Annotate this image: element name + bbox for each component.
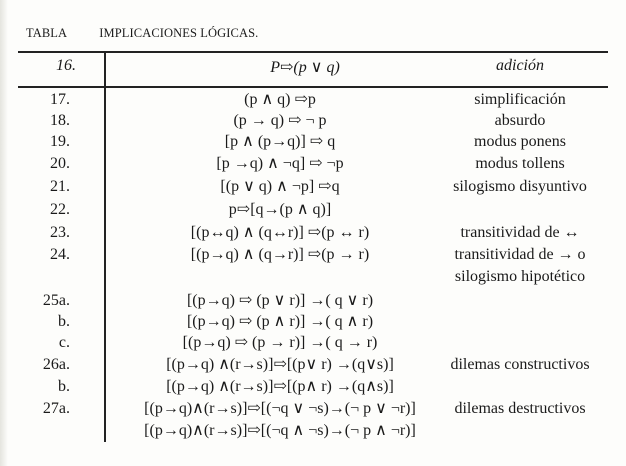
row-formula: [p →q) ∧ ¬q] ⇨ ¬p — [216, 155, 344, 172]
table-row — [0, 399, 626, 419]
row-name: absurdo — [494, 112, 546, 129]
row-formula: [(p→q) ⇨ (p ∧ r)] →( q ∧ r) — [186, 313, 374, 330]
row-formula: [(p→q)∧(r→s)]⇨[(¬q ∧ ¬s)→(¬ p ∧ ¬r)] — [144, 422, 416, 439]
row-number: 21. — [50, 178, 70, 195]
row-number: 18. — [50, 112, 70, 129]
row-number: 17. — [50, 91, 70, 108]
table-row — [0, 111, 626, 131]
row-number: 27a. — [42, 400, 70, 417]
row-formula: (p ∧ q) ⇨p — [244, 91, 316, 108]
table-row — [0, 223, 626, 243]
table-row — [0, 377, 626, 397]
table-row — [0, 177, 626, 197]
row-name: dilemas constructivos — [450, 356, 590, 373]
table-caption — [26, 26, 258, 41]
row-name: simplificación — [474, 91, 566, 108]
row-name: modus ponens — [474, 133, 566, 150]
row-number: 25a. — [42, 292, 70, 309]
row-formula: [(p→q) ⇨ (p → r)] →( q → r) — [182, 334, 378, 351]
row-formula: [(p→q) ⇨ (p ∨ r)] →( q ∨ r) — [186, 292, 374, 309]
table-row — [0, 154, 626, 174]
table-row — [0, 355, 626, 375]
row-number: 22. — [50, 201, 70, 218]
row-number: 24. — [50, 246, 70, 263]
row-formula: p⇨[q→(p ∧ q)] — [228, 201, 332, 218]
table-row — [0, 291, 626, 311]
row-formula: [(p ∨ q) ∧ ¬p] ⇨q — [220, 178, 340, 195]
row-number: b. — [58, 378, 70, 395]
row-name: silogismo disyuntivo — [453, 178, 587, 195]
row-number: 23. — [50, 224, 70, 241]
row-number: 20. — [50, 155, 70, 172]
row-number: c. — [58, 334, 70, 351]
header-bottom-rule — [18, 86, 608, 88]
header-name: adición — [496, 57, 544, 74]
row-number: 19. — [50, 133, 70, 150]
table-row — [0, 245, 626, 265]
row-formula: [(p→q) ∧(r→s)]⇨[(p∧ r) →(q∧s)] — [166, 378, 394, 395]
row-name: modus tollens — [475, 155, 565, 172]
caption-title: IMPLICACIONES LÓGICAS. — [99, 26, 259, 40]
row-formula: [(p→q) ∧(r→s)]⇨[(p∨ r) →(q∨s)] — [166, 356, 394, 373]
caption-label: TABLA — [26, 26, 68, 40]
header-number: 16. — [56, 57, 76, 74]
table-row — [0, 200, 626, 220]
row-formula: [(p→q) ∧ (q→r)] ⇨(p → r) — [190, 246, 370, 263]
table-top-rule — [18, 51, 608, 53]
row-formula: [(p↔q) ∧ (q↔r)] ⇨(p ↔ r) — [190, 224, 370, 241]
row-number: 26a. — [42, 356, 70, 373]
row-name: silogismo hipotético — [454, 268, 586, 285]
row-formula: (p → q) ⇨ ¬ p — [233, 112, 327, 129]
table-row — [0, 132, 626, 152]
row-number: b. — [58, 313, 70, 330]
table-row — [0, 90, 626, 110]
row-name: transitividad de ↔ — [460, 224, 580, 241]
row-name: dilemas destructivos — [454, 400, 586, 417]
row-formula: [(p→q)∧(r→s)]⇨[(¬q ∨ ¬s)→(¬ p ∨ ¬r)] — [144, 400, 416, 417]
table-row — [0, 312, 626, 332]
header-formula: P⇨(p ∨ q) — [270, 59, 340, 76]
table-row — [0, 333, 626, 353]
table-row — [0, 267, 626, 287]
row-name: transitividad de → o — [454, 246, 586, 263]
table-row — [0, 421, 626, 441]
row-formula: [p ∧ (p→q)] ⇨ q — [224, 133, 336, 150]
